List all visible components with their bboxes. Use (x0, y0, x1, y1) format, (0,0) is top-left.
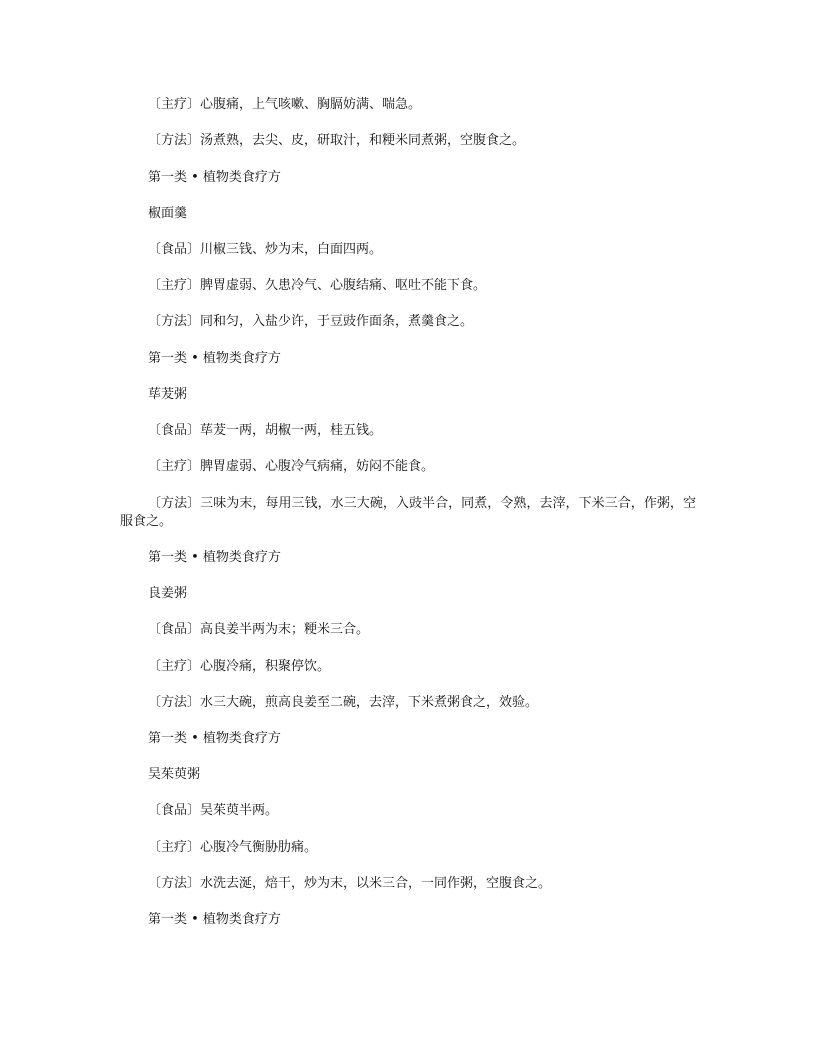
treatment-line: 〔主疗〕心腹冷气衡胁肋痛。 (148, 840, 318, 855)
ingredients-line: 〔食品〕高良姜半两为末；粳米三合。 (148, 622, 370, 637)
section-header: 第一类 • 植物类食疗方 (148, 170, 281, 185)
section-header: 第一类 • 植物类食疗方 (148, 912, 281, 927)
ingredients-line: 〔食品〕荜茇一两，胡椒一两，桂五钱。 (148, 423, 383, 438)
treatment-line: 〔主疗〕心腹冷痛，积聚停饮。 (148, 659, 331, 674)
method-line: 〔方法〕汤煮熟，去尖、皮，研取汁，和粳米同煮粥，空腹食之。 (148, 133, 526, 148)
recipe-title: 荜茇粥 (148, 387, 188, 402)
treatment-line: 〔主疗〕脾胃虚弱、心腹冷气病痛，妨闷不能食。 (148, 459, 435, 474)
recipe-title: 良姜粥 (148, 586, 188, 601)
treatment-line: 〔主疗〕脾胃虚弱、久患冷气、心腹结痛、呕吐不能下食。 (148, 278, 487, 293)
treatment-line: 〔主疗〕心腹痛，上气咳嗽、胸膈妨满、喘急。 (148, 97, 422, 112)
ingredients-line: 〔食品〕川椒三钱、炒为末，白面四两。 (148, 242, 383, 257)
method-line: 〔方法〕水洗去涎，焙干，炒为末，以米三合，一同作粥，空腹食之。 (148, 876, 552, 891)
section-header: 第一类 • 植物类食疗方 (148, 351, 281, 366)
recipe-title: 吴茱萸粥 (148, 767, 201, 782)
recipe-title: 椒面羹 (148, 206, 188, 221)
method-line: 〔方法〕水三大碗，煎高良姜至二碗，去滓，下米煮粥食之，效验。 (148, 695, 539, 710)
section-header: 第一类 • 植物类食疗方 (148, 731, 281, 746)
ingredients-line: 〔食品〕吴茱萸半两。 (148, 803, 279, 818)
section-header: 第一类 • 植物类食疗方 (148, 550, 281, 565)
method-paragraph: 〔方法〕三味为末，每用三钱，水三大碗，入豉半合，同煮，令熟，去滓，下米三合，作粥，空服食之。 (120, 496, 696, 529)
method-line: 〔方法〕同和匀，入盐少许，于豆豉作面条，煮羹食之。 (148, 314, 474, 329)
